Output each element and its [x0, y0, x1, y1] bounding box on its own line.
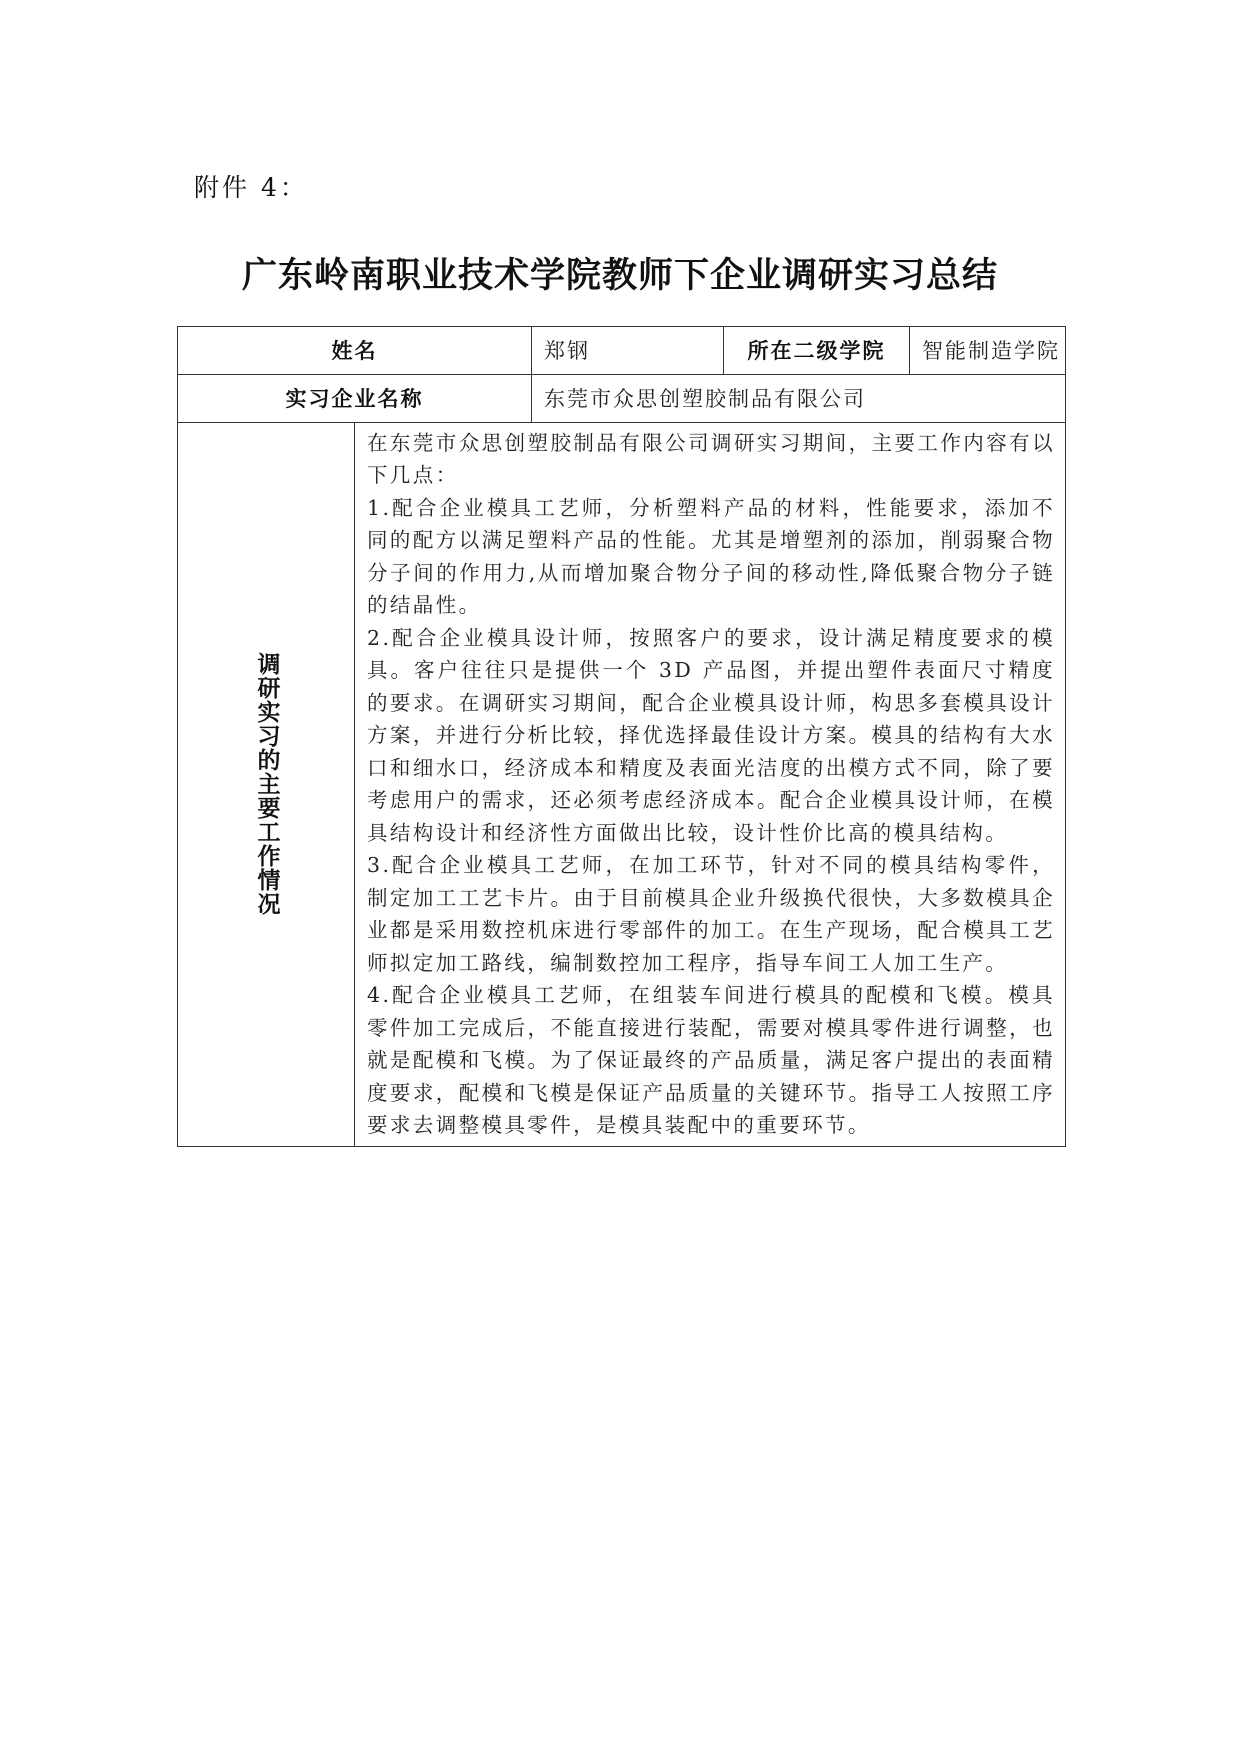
summary-form-table: [177, 326, 1066, 1147]
work-paragraph: 1.配合企业模具工艺师，分析塑料产品的材料，性能要求，添加不同的配方以满足塑料产品的性能。尤其是增塑剂的添加，削弱聚合物分子间的作用力,从而增加聚合物分子间的移动性,降低聚合物分子链的结晶性。: [367, 495, 1055, 617]
work-paragraph: 4.配合企业模具工艺师，在组装车间进行模具的配模和飞模。模具零件加工完成后，不能直接进行装配，需要对模具零件进行调整，也就是配模和飞模。为了保证最终的产品质量，满足客户提出的表面精度要求，配模和飞模是保证产品质量的关键环节。指导工人按照工序要求去调整模具零件，是模具装配中的重要环节。: [367, 983, 1055, 1137]
work-paragraph: 在东莞市众思创塑胶制品有限公司调研实习期间，主要工作内容有以下几点：: [367, 430, 1055, 487]
form-row-company: [178, 374, 1066, 422]
form-row-name-college: [178, 326, 1066, 374]
college-value: 智能制造学院: [910, 326, 1066, 374]
work-label-cell: [178, 422, 355, 1146]
work-label: 调研实习的主要工作情况: [253, 652, 280, 916]
name-label: 姓名: [178, 326, 532, 374]
work-paragraph: 2.配合企业模具设计师，按照客户的要求，设计满足精度要求的模具。客户往往只是提供一个 3D 产品图，并提出塑件表面尺寸精度的要求。在调研实习期间，配合企业模具设计师，构思多套模具设计方案，并进行分析比较，择优选择最佳设计方案。模具的结构有大水口和细水口，经济成本和精度及表面光洁度的出模方式不同，除了要考虑用户的需求，还必须考虑经济成本。配合企业模具设计师，在模具结构设计和经济性方面做出比较，设计性价比高的模具结构。: [367, 625, 1055, 845]
attachment-label: 附件 4：: [194, 173, 308, 202]
work-paragraph: 3.配合企业模具工艺师，在加工环节，针对不同的模具结构零件，制定加工工艺卡片。由于目前模具企业升级换代很快，大多数模具企业都是采用数控机床进行零部件的加工。在生产现场，配合模具工艺师拟定加工路线，编制数控加工程序，指导车间工人加工生产。: [367, 853, 1055, 975]
company-label: 实习企业名称: [178, 374, 532, 422]
page-title: 广东岭南职业技术学院教师下企业调研实习总结: [241, 256, 998, 296]
work-content: [355, 422, 1066, 1146]
name-value: 郑钢: [532, 326, 724, 374]
form-row-work: [178, 422, 1066, 1146]
college-label: 所在二级学院: [724, 326, 910, 374]
company-value: 东莞市众思创塑胶制品有限公司: [532, 374, 1066, 422]
